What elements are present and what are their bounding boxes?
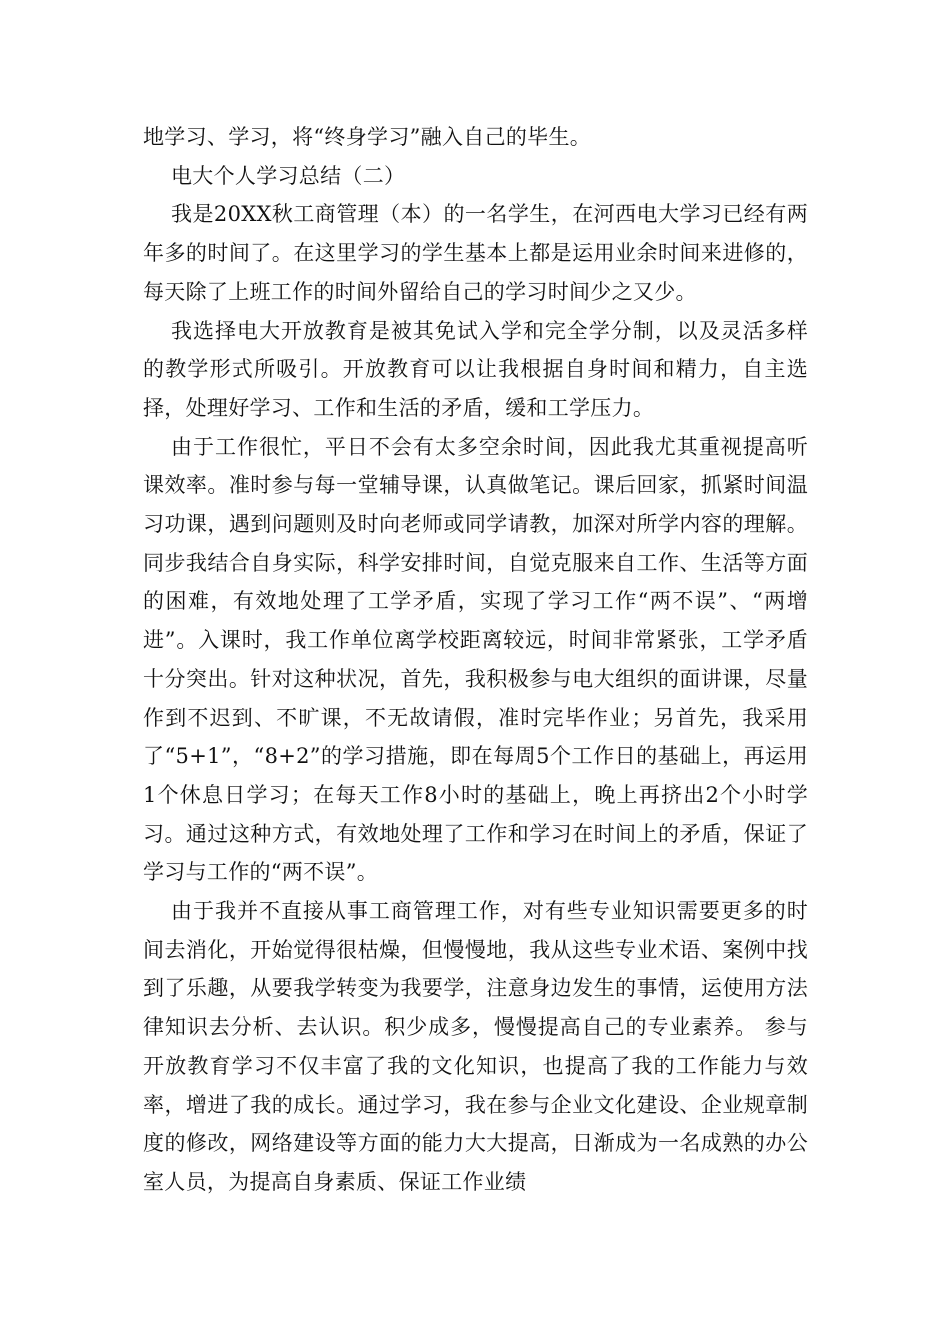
body-paragraph: 我是20XX秋工商管理（本）的一名学生，在河西电大学习已经有两年多的时间了。在这里学习的学生基本上都是运用业余时间来进修的，每天除了上班工作的时间外留给自己的学习时间少之又少。 [143,202,808,304]
section-heading: 电大个人学习总结（二） [171,163,406,188]
body-paragraph: 我选择电大开放教育是被其免试入学和完全学分制，以及灵活多样的教学形式所吸引。开放教育可以让我根据自身时间和精力，自主选择，处理好学习、工作和生活的矛盾，缓和工学压力。 [143,318,808,420]
body-paragraph: 由于工作很忙，平日不会有太多空余时间，因此我尤其重视提高听课效率。准时参与每一堂辅导课，认真做笔记。课后回家，抓紧时间温习功课，遇到问题则及时向老师或同学请教，加深对所学内容的理解。同步我结合自身实际，科学安排时间，自觉克服来自工作、生活等方面的困难，有效地处理了工学矛盾，实现了学习工作“两不误”、“两增进”。入课时，我工作单位离学校距离较远，时间非常紧张，工学矛盾十分突出。针对这种状况，首先，我积极参与电大组织的面讲课，尽量作到不迟到、不旷课，不无故请假，准时完毕作业；另首先，我采用了“5+1”，“8+2”的学习措施，即在每周5个工作日的基础上，再运用1个休息日学习；在每天工作8小时的基础上，晚上再挤出2个小时学习。通过这种方式，有效地处理了工作和学习在时间上的矛盾，保证了学习与工作的“两不误”。 [143,434,808,885]
document-body [143,118,808,1202]
body-paragraph: 由于我并不直接从事工商管理工作，对有些专业知识需要更多的时间去消化，开始觉得很枯燥，但慢慢地，我从这些专业术语、案例中找到了乐趣，从要我学转变为我要学，注意身边发生的事情，运使用方法律知识去分析、去认识。积少成多，慢慢提高自己的专业素养。 参与开放教育学习不仅丰富了我的文化知识，也提高了我的工作能力与效率，增进了我的成长。通过学习，我在参与企业文化建设、企业规章制度的修改，网络建设等方面的能力大大提高，日渐成为一名成熟的办公室人员，为提高自身素质、保证工作业绩 [143,899,808,1194]
continuation-paragraph: 地学习、学习，将“终身学习”融入自己的毕生。 [143,125,592,149]
